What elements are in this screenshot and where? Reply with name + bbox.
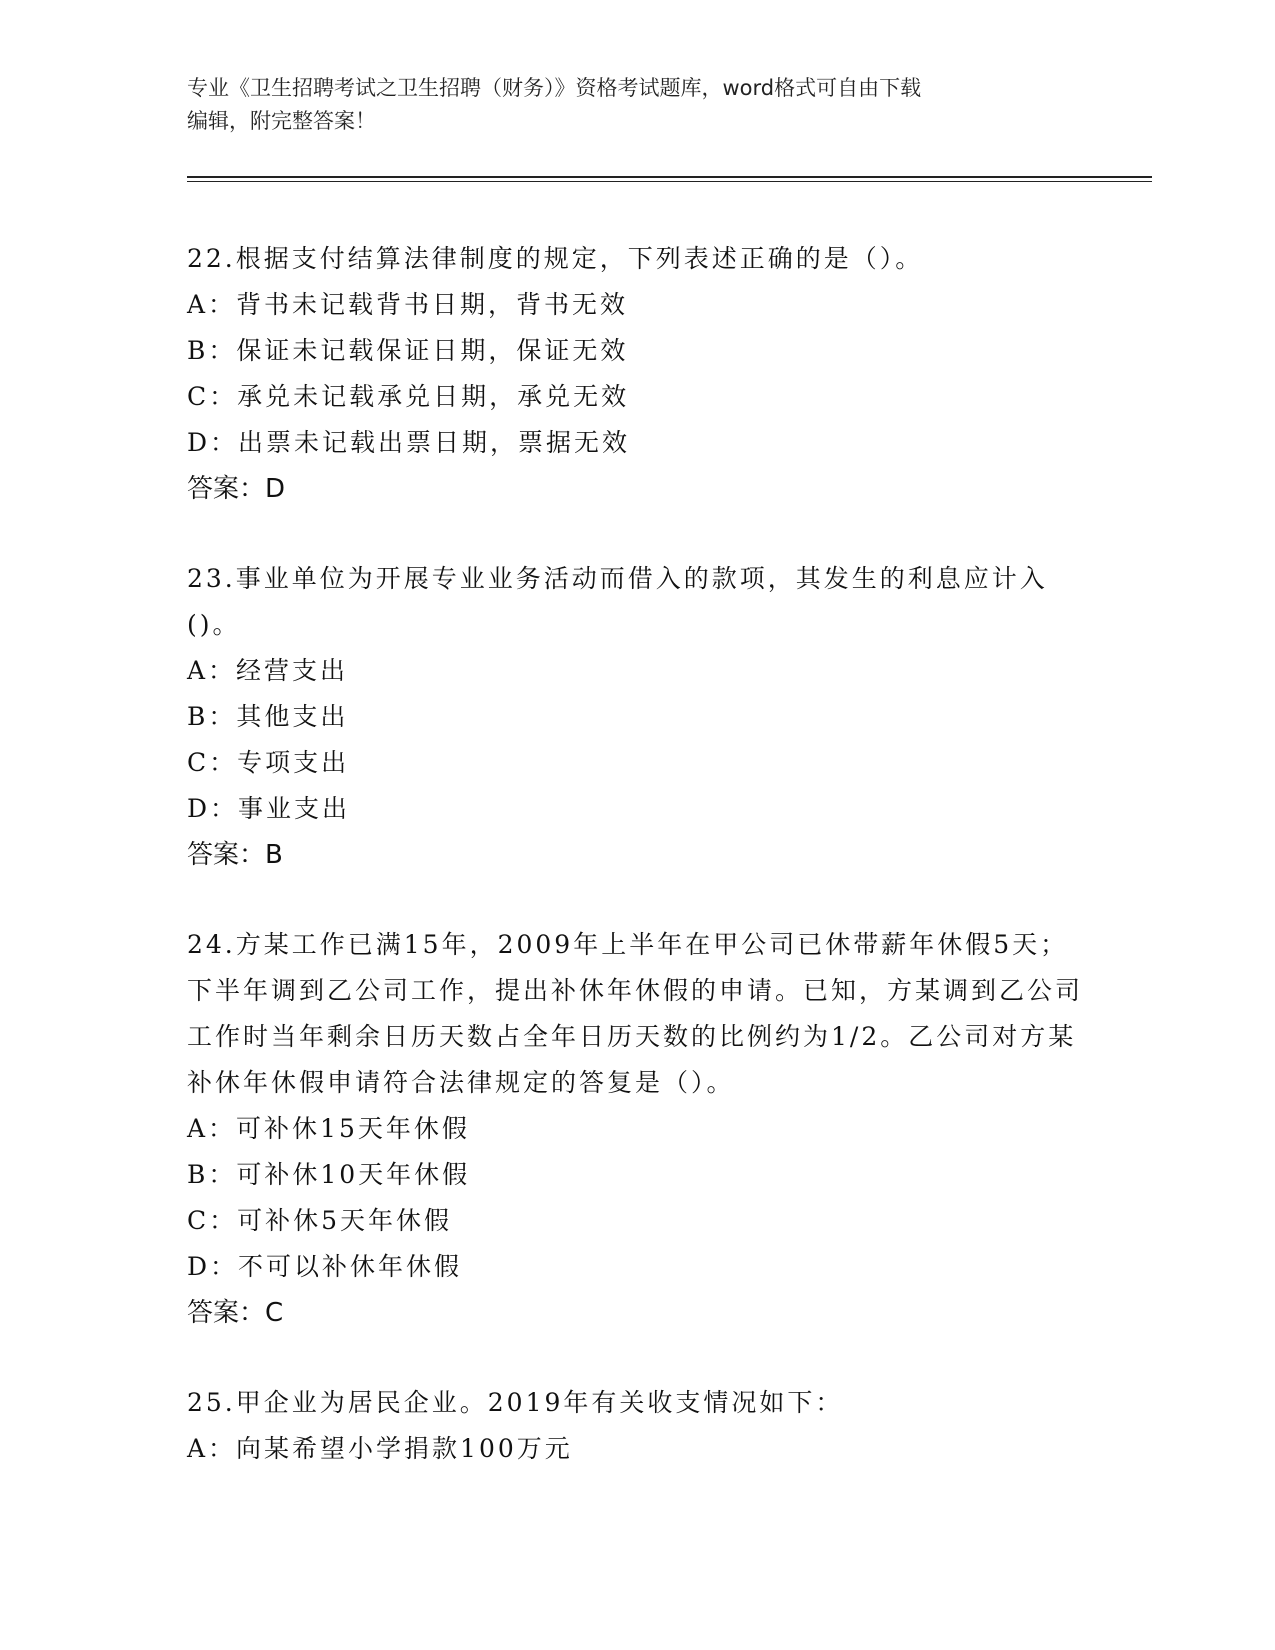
question-text: 24.方某工作已满15年，2009年上半年在甲公司已休带薪年休假5天；下半年调到乙公司工作，提出补休年休假的申请。已知，方某调到乙公司工作时当年剩余日历天数占全年日历天数的比例约为1/2。乙公司对方某补休年休假申请符合法律规定的答复是（）。 bbox=[187, 930, 1084, 1097]
header-line-1: 专业《卫生招聘考试之卫生招聘（财务）》资格考试题库，word格式可自由下载 bbox=[187, 76, 922, 100]
question-text: 23.事业单位为开展专业业务活动而借入的款项，其发生的利息应计入()。 bbox=[187, 564, 1048, 639]
header-divider-thick bbox=[187, 176, 1152, 178]
answer: 答案：B bbox=[187, 840, 283, 870]
question-list bbox=[187, 236, 1087, 1516]
header-divider-thin bbox=[187, 181, 1152, 182]
option-c: C：承兑未记载承兑日期，承兑无效 bbox=[187, 382, 630, 411]
answer: 答案：C bbox=[187, 1298, 284, 1328]
option-a: A：可补休15天年休假 bbox=[187, 1114, 470, 1143]
question-text: 25.甲企业为居民企业。2019年有关收支情况如下： bbox=[187, 1388, 844, 1417]
question-24 bbox=[187, 922, 1087, 1336]
question-25 bbox=[187, 1380, 1087, 1472]
option-c: C：专项支出 bbox=[187, 748, 350, 777]
option-d: D：出票未记载出票日期，票据无效 bbox=[187, 428, 631, 457]
document-header bbox=[187, 72, 1067, 138]
option-a: A：背书未记载背书日期，背书无效 bbox=[187, 290, 629, 319]
option-a: A：向某希望小学捐款100万元 bbox=[187, 1434, 573, 1463]
option-b: B：保证未记载保证日期，保证无效 bbox=[187, 336, 629, 365]
option-d: D：不可以补休年休假 bbox=[187, 1252, 463, 1281]
option-a: A：经营支出 bbox=[187, 656, 349, 685]
question-22 bbox=[187, 236, 1087, 512]
question-23 bbox=[187, 556, 1087, 878]
answer: 答案：D bbox=[187, 474, 286, 504]
option-b: B：其他支出 bbox=[187, 702, 349, 731]
option-c: C：可补休5天年休假 bbox=[187, 1206, 453, 1235]
question-text: 22.根据支付结算法律制度的规定，下列表述正确的是（）。 bbox=[187, 244, 924, 273]
header-line-2: 编辑，附完整答案！ bbox=[187, 109, 376, 133]
option-d: D：事业支出 bbox=[187, 794, 351, 823]
option-b: B：可补休10天年休假 bbox=[187, 1160, 471, 1189]
